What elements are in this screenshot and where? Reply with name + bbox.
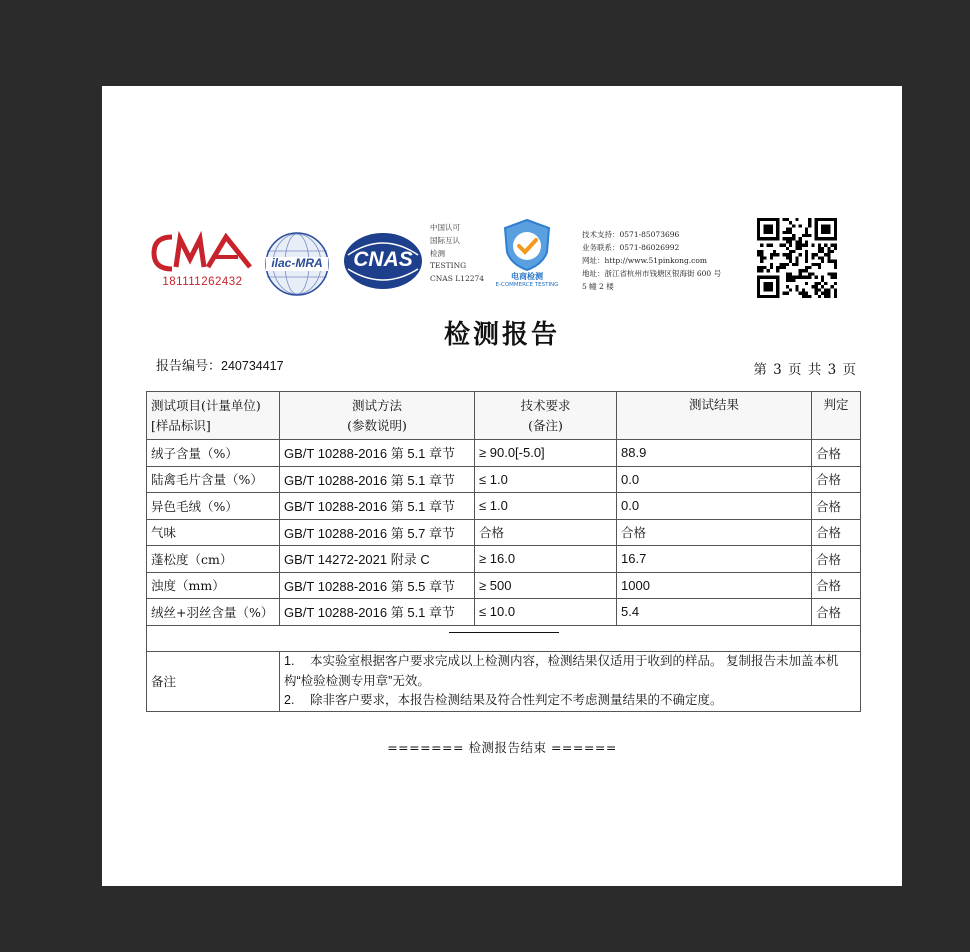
cma-logo: [150, 231, 255, 291]
contact-business: 业务联系：0571-86026992: [582, 243, 680, 252]
note-item: 2. 除非客户要求，本报告检测结果及符合性判定不考虑测量结果的不确定度。: [284, 693, 723, 707]
notes-label: 备注: [147, 652, 280, 712]
table-row: 蓬松度（cm） GB/T 14272-2021 附录 C ≥ 16.0 16.7 合格: [147, 546, 861, 573]
contact-website: 网址：http://www.51pinkong.com: [582, 256, 707, 265]
page-info: 第 3 页 共 3 页: [753, 362, 857, 378]
header-test-method: 测试方法 (参数说明): [280, 392, 475, 440]
table-row: 浊度（mm） GB/T 10288-2016 第 5.5 章节 ≥ 500 1000 合格: [147, 572, 861, 599]
report-title: 检测报告: [443, 320, 560, 350]
results-table: [146, 391, 861, 712]
report-number: 报告编号：240734417: [156, 359, 284, 374]
notes-content: [280, 652, 861, 712]
note-item: 1. 本实验室根据客户要求完成以上检测内容，检测结果仅适用于收到的样品。 复制报告未加盖本机构“检验检测专用章”无效。: [284, 654, 839, 688]
header-verdict: 判定: [812, 392, 861, 440]
contact-address: 地址：浙江省杭州市钱塘区银海街 600 号: [582, 269, 722, 278]
notes-row: [147, 652, 861, 712]
table-row: 异色毛绒（%） GB/T 10288-2016 第 5.1 章节 ≤ 1.0 0.0 合格: [147, 493, 861, 520]
table-row: 陆禽毛片含量（%） GB/T 10288-2016 第 5.1 章节 ≤ 1.0 0.0 合格: [147, 466, 861, 493]
table-row: 绒子含量（%） GB/T 10288-2016 第 5.1 章节 ≥ 90.0[-5.0] 88.9 合格: [147, 440, 861, 467]
cnas-logo: [342, 231, 424, 291]
header-requirement: 技术要求 (备注): [475, 392, 617, 440]
blank-row: [147, 625, 861, 652]
ecommerce-subtitle: E-COMMERCE TESTING: [495, 282, 559, 288]
header-test-item: 测试项目(计量单位) [样品标识]: [147, 392, 280, 440]
cma-number: 181111262432: [162, 276, 243, 288]
cnas-info: 中国认可 国际互认 检测 TESTING CNAS L12274: [430, 223, 485, 284]
contact-info: [582, 228, 721, 293]
qr-code: [757, 218, 837, 298]
ecommerce-title: 电商检测: [511, 272, 543, 281]
header-result: 测试结果: [617, 392, 812, 440]
table-row: 绒丝+羽丝含量（%） GB/T 10288-2016 第 5.1 章节 ≤ 10.0 5.4 合格: [147, 599, 861, 626]
ilac-text: ilac-MRA: [271, 256, 323, 270]
contact-tech: 技术支持：0571-85073696: [582, 230, 680, 239]
divider-line: [449, 632, 559, 633]
report-end: ======= 检测报告结束 ======: [387, 740, 617, 755]
certification-logos: [102, 86, 902, 316]
table-header-row: [147, 392, 861, 440]
contact-address-2: 5 幢 2 楼: [582, 282, 614, 291]
cnas-text: CNAS: [353, 248, 413, 271]
report-page: [102, 86, 902, 886]
table-row: 气味 GB/T 10288-2016 第 5.7 章节 合格 合格 合格: [147, 519, 861, 546]
ilac-mra-logo: [264, 231, 330, 297]
